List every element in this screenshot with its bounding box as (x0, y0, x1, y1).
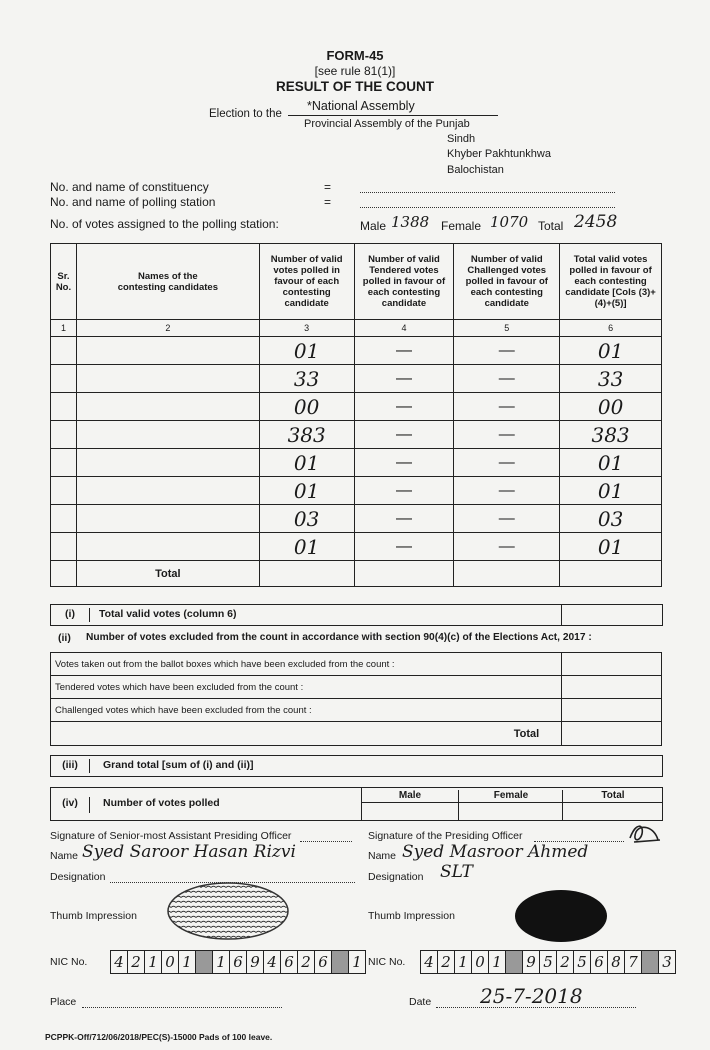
sr-cell (51, 393, 77, 421)
nic-digit: 2 (128, 951, 145, 973)
table-total-cell[interactable] (560, 561, 662, 587)
valid-votes-cell: 01 (259, 533, 354, 561)
challenged-cell: — (454, 449, 560, 477)
total-cell: 01 (560, 449, 662, 477)
col-number: 6 (560, 320, 662, 337)
male-value: 1388 (391, 213, 430, 231)
excluded-row-label: Tendered votes which have been excluded from the count : (51, 676, 562, 699)
tendered-cell: — (354, 505, 454, 533)
total-row-sr (51, 561, 77, 587)
candidate-name-cell[interactable] (76, 449, 259, 477)
nic-digit: 9 (247, 951, 264, 973)
nic-digit: 8 (608, 951, 625, 973)
total-cell: 03 (560, 505, 662, 533)
total-valid-votes-field[interactable] (561, 605, 662, 625)
header-candidate-names: Names of the contesting candidates (76, 244, 259, 320)
nic-digit (196, 951, 213, 973)
male-label: Male (360, 219, 387, 233)
assembly-national: *National Assembly (307, 99, 415, 113)
right-thumb-label: Thumb Impression (368, 910, 455, 922)
total-cell: 383 (560, 421, 662, 449)
female-value: 1070 (490, 213, 529, 231)
left-name-value: Syed Saroor Hasan Rizvi (82, 842, 296, 862)
header-tendered-votes: Number of valid Tendered votes polled in favour of each contesting candidate (354, 244, 454, 320)
section-iii-label: Grand total [sum of (i) and (ii)] (103, 759, 254, 771)
table-row (51, 393, 662, 421)
candidate-name-cell[interactable] (76, 365, 259, 393)
section-iv-label: Number of votes polled (103, 797, 220, 809)
nic-digit (642, 951, 659, 973)
header-valid-votes: Number of valid votes polled in favour of each contesting candidate (259, 244, 354, 320)
valid-votes-cell: 383 (259, 421, 354, 449)
excluded-value-field[interactable] (562, 676, 662, 699)
election-label: Election to the (209, 108, 282, 120)
constituency-field[interactable] (360, 192, 615, 193)
nic-digit (506, 951, 523, 973)
valid-votes-cell: 01 (259, 449, 354, 477)
nic-digit: 2 (557, 951, 574, 973)
section-iii-number: (iii) (51, 759, 90, 773)
thumb-impression-icon (166, 880, 291, 942)
thumb-impression-icon (512, 888, 610, 944)
date-value: 25-7-2018 (480, 984, 583, 1008)
valid-votes-cell: 01 (259, 337, 354, 365)
female-label: Female (441, 219, 482, 233)
total-value: 2458 (574, 212, 618, 232)
table-total-cell[interactable] (454, 561, 560, 587)
assembly-sindh: Sindh (447, 133, 476, 145)
nic-digit (332, 951, 349, 973)
votes-polled-total: Total (562, 790, 663, 820)
candidate-name-cell[interactable] (76, 393, 259, 421)
assembly-kp: Khyber Pakhtunkhwa (447, 148, 551, 160)
col-number: 4 (354, 320, 454, 337)
total-cell: 00 (560, 393, 662, 421)
nic-digit: 2 (298, 951, 315, 973)
sr-cell (51, 421, 77, 449)
right-name-label: Name (368, 850, 397, 862)
polling-station-field[interactable] (360, 207, 615, 208)
sr-cell (51, 533, 77, 561)
challenged-cell: — (454, 533, 560, 561)
total-cell: 01 (560, 477, 662, 505)
nic-digit: 1 (489, 951, 506, 973)
section-iv (50, 787, 663, 821)
nic-digit: 6 (315, 951, 332, 973)
nic-digit: 0 (472, 951, 489, 973)
candidate-name-cell[interactable] (76, 421, 259, 449)
nic-digit: 5 (574, 951, 591, 973)
nic-digit: 1 (179, 951, 196, 973)
table-row (51, 477, 662, 505)
nic-digit: 5 (540, 951, 557, 973)
col-number: 5 (454, 320, 560, 337)
challenged-cell: — (454, 505, 560, 533)
tendered-cell: — (354, 421, 454, 449)
nic-digit: 1 (145, 951, 162, 973)
left-nic-label: NIC No. (50, 956, 88, 968)
left-designation-label: Designation (50, 871, 106, 883)
right-name-value: Syed Masroor Ahmed (402, 842, 589, 862)
sr-cell (51, 365, 77, 393)
nic-digit: 4 (111, 951, 128, 973)
place-field[interactable] (82, 1007, 282, 1008)
sr-cell (51, 337, 77, 365)
tendered-cell: — (354, 449, 454, 477)
place-label: Place (50, 996, 77, 1008)
nic-digit: 3 (662, 953, 672, 971)
form-title: RESULT OF THE COUNT (276, 79, 434, 94)
nic-digit: 2 (438, 951, 455, 973)
nic-digit: 4 (421, 951, 438, 973)
tendered-cell: — (354, 365, 454, 393)
left-name-label: Name (50, 850, 79, 862)
excluded-row-label: Challenged votes which have been excluded from the count : (51, 699, 562, 722)
section-iii (50, 755, 663, 777)
challenged-cell: — (454, 477, 560, 505)
candidate-name-cell[interactable] (76, 477, 259, 505)
header-total-valid-votes: Total valid votes polled in favour of each contesting candidate [Cols (3)+(4)+(5)] (560, 244, 662, 320)
total-cell: 01 (560, 337, 662, 365)
left-signature-field[interactable] (300, 841, 352, 842)
nic-digit: 7 (625, 951, 642, 973)
sr-cell (51, 477, 77, 505)
equals-sign: = (324, 180, 332, 194)
nic-digit: 1 (213, 951, 230, 973)
nic-digit: 6 (230, 951, 247, 973)
assembly-balochistan: Balochistan (447, 164, 504, 176)
left-thumb-label: Thumb Impression (50, 910, 137, 922)
votes-polled-grid (361, 788, 662, 820)
col-number: 1 (51, 320, 77, 337)
equals-sign: = (324, 195, 332, 209)
signature-scribble-icon (626, 820, 662, 846)
total-cell: 01 (560, 533, 662, 561)
right-designation-label: Designation (368, 871, 424, 883)
tendered-cell: — (354, 477, 454, 505)
right-nic-field[interactable] (420, 950, 676, 974)
table-total-cell[interactable] (259, 561, 354, 587)
col-number: 2 (76, 320, 259, 337)
col-number: 3 (259, 320, 354, 337)
excluded-total-field[interactable] (562, 722, 662, 746)
section-ii-label: Number of votes excluded from the count in accordance with section 90(4)(c) of the Elections Act, 2017 : (86, 632, 592, 643)
table-row (51, 421, 662, 449)
section-iv-number: (iv) (51, 797, 90, 813)
table-row (51, 449, 662, 477)
votes-polled-male: Male (398, 790, 422, 801)
results-table (50, 243, 662, 587)
excluded-row-label: Votes taken out from the ballot boxes which have been excluded from the count : (51, 653, 562, 676)
table-row (51, 365, 662, 393)
excluded-value-field[interactable] (562, 699, 662, 722)
section-i-number: (i) (51, 608, 90, 622)
nic-digit: 1 (455, 951, 472, 973)
votes-assigned-label: No. of votes assigned to the polling station: (50, 217, 279, 231)
table-row (51, 533, 662, 561)
valid-votes-cell: 33 (259, 365, 354, 393)
nic-digit: 4 (264, 951, 281, 973)
valid-votes-cell: 01 (259, 477, 354, 505)
section-ii-number: (ii) (58, 632, 71, 644)
sr-cell (51, 505, 77, 533)
form-number: FORM-45 (326, 48, 384, 63)
assembly-provincial: Provincial Assembly of the Punjab (304, 118, 470, 130)
right-nic-label: NIC No. (368, 956, 406, 968)
challenged-cell: — (454, 337, 560, 365)
excluded-votes-table (50, 652, 662, 746)
tendered-cell: — (354, 533, 454, 561)
votes-polled-female: Female (458, 790, 563, 820)
form-rule: [see rule 81(1)] (314, 64, 396, 78)
nic-digit: 9 (523, 951, 540, 973)
challenged-cell: — (454, 421, 560, 449)
election-divider (288, 115, 498, 116)
total-label: Total (538, 219, 564, 233)
polling-station-label: No. and name of polling station (50, 195, 216, 209)
challenged-cell: — (454, 365, 560, 393)
nic-digit: 6 (281, 951, 298, 973)
right-designation-value: SLT (440, 862, 473, 882)
header-challenged-votes: Number of valid Challenged votes polled in favour of each contesting candidate (454, 244, 560, 320)
footer-code: PCPPK-Off/712/06/2018/PEC(S)-15000 Pads of 100 leave. (45, 1032, 273, 1042)
section-i (50, 604, 663, 626)
left-signature-label: Signature of Senior-most Assistant Presiding Officer (50, 830, 292, 842)
total-cell: 33 (560, 365, 662, 393)
tendered-cell: — (354, 393, 454, 421)
table-total-cell[interactable] (354, 561, 454, 587)
tendered-cell: — (354, 337, 454, 365)
table-row (51, 505, 662, 533)
nic-digit: 0 (162, 951, 179, 973)
valid-votes-cell: 00 (259, 393, 354, 421)
excluded-total-label: Total (51, 722, 562, 746)
valid-votes-cell: 03 (259, 505, 354, 533)
nic-digit: 1 (352, 953, 362, 971)
header-sr-no: Sr. No. (51, 244, 77, 320)
candidate-name-cell[interactable] (76, 505, 259, 533)
nic-digit: 6 (591, 951, 608, 973)
votes-polled-divider (362, 802, 662, 803)
section-i-label: Total valid votes (column 6) (99, 608, 237, 620)
table-total-label: Total (76, 561, 259, 587)
right-signature-label: Signature of the Presiding Officer (368, 830, 523, 842)
challenged-cell: — (454, 393, 560, 421)
sr-cell (51, 449, 77, 477)
candidate-name-cell[interactable] (76, 337, 259, 365)
excluded-value-field[interactable] (562, 653, 662, 676)
table-row (51, 337, 662, 365)
date-label: Date (409, 996, 432, 1008)
constituency-label: No. and name of constituency (50, 180, 209, 194)
candidate-name-cell[interactable] (76, 533, 259, 561)
left-nic-field[interactable] (110, 950, 366, 974)
